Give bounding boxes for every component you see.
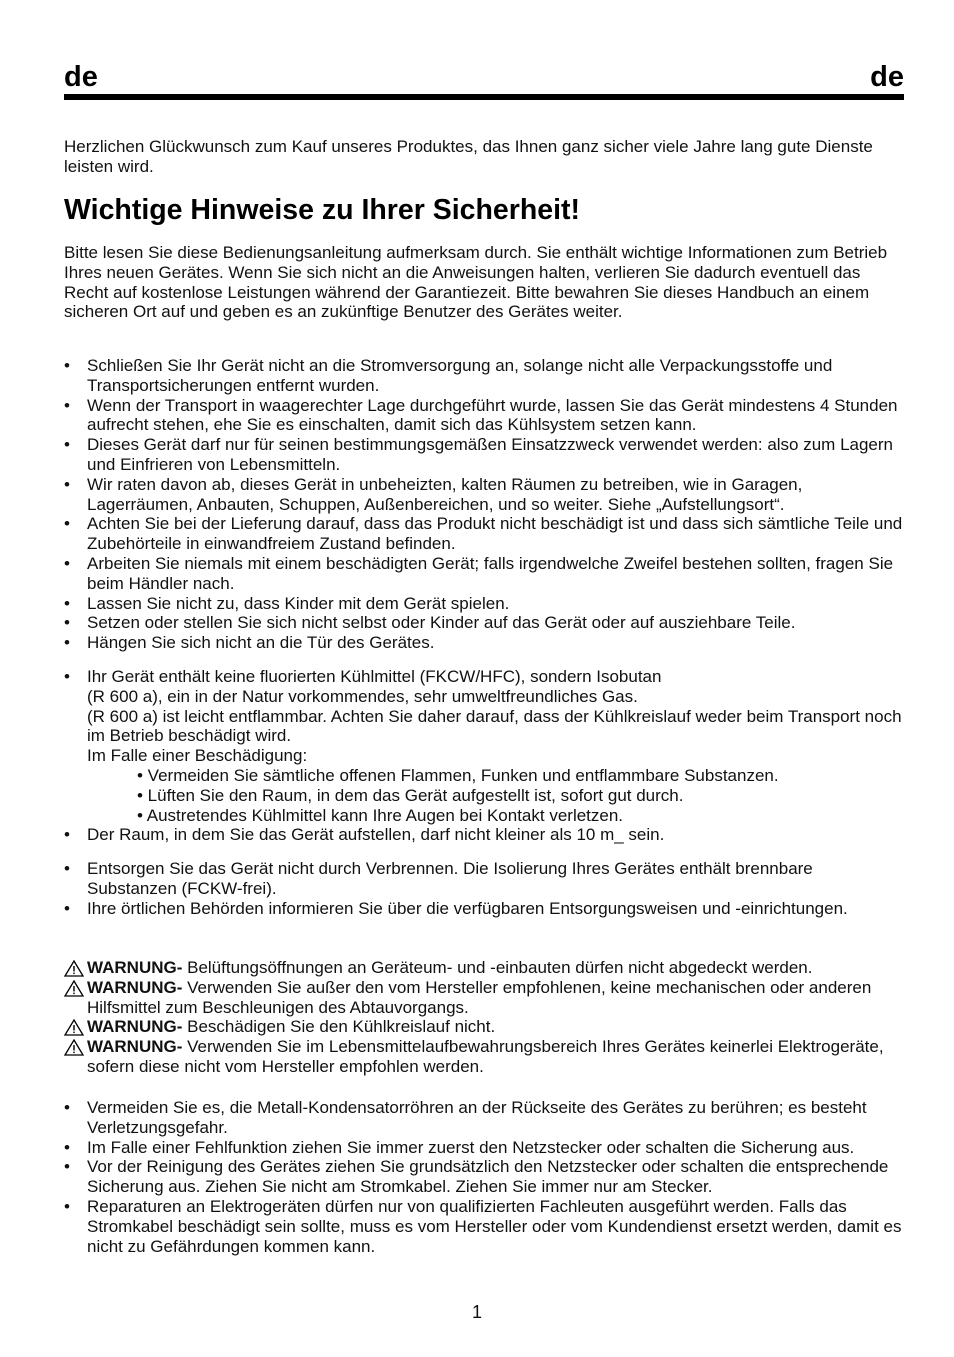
list-item: • Entsorgen Sie das Gerät nicht durch Verbrennen. Die Isolierung Ihres Gerätes enthält brennbare Substanzen (FCKW-frei). bbox=[64, 859, 813, 898]
lead-paragraph: Bitte lesen Sie diese Bedienungsanleitung aufmerksam durch. Sie enthält wichtige Informationen zum Betrieb Ihres neuen Gerätes. Wenn Sie sich nicht an die Anweisungen halten, verlieren Sie dadurch eventuell das Recht auf kostenlose Leistungen während der Garantiezeit. Bitte bewahren Sie dieses Handbuch an einem sicheren Ort auf und geben es an zukünftige Benutzer des Gerätes weiter. bbox=[64, 243, 888, 322]
list-item: • Reparaturen an Elektrogeräten dürfen nur von qualifizierten Fachleuten ausgeführt werden. Falls das Stromkabel beschädigt sein sollte, muss es vom Hersteller oder vom Kundendienst ersetzt werden, damit es nicht zu Gefährdungen kommen kann. bbox=[64, 1196, 902, 1256]
bullet-icon: • bbox=[64, 1098, 70, 1117]
bullet-icon: • bbox=[64, 667, 70, 686]
bullet-icon: • bbox=[64, 514, 70, 534]
bullet-icon: • bbox=[64, 395, 70, 415]
warning-triangle-icon bbox=[64, 960, 84, 977]
warning-triangle-icon bbox=[64, 1019, 84, 1036]
bullet-icon: • bbox=[64, 1137, 70, 1157]
safety-list-disposal bbox=[64, 859, 904, 918]
bullet-icon: • bbox=[64, 356, 70, 375]
bullet-icon: • bbox=[64, 613, 70, 633]
warning-item: WARNUNG- Verwenden Sie außer den vom Hersteller empfohlenen, keine mechanischen oder anderen Hilfsmittel zum Beschleunigen des Abtauvorgangs. bbox=[64, 978, 904, 1018]
sub-list-item: • Vermeiden Sie sämtliche offenen Flammen, Funken und entflammbare Substanzen. bbox=[137, 765, 779, 785]
warnings-block bbox=[64, 958, 904, 1077]
bullet-icon: • bbox=[64, 898, 70, 918]
sub-list-item: • Lüften Sie den Raum, in dem das Gerät aufgestellt ist, sofort gut durch. bbox=[137, 785, 684, 805]
sub-list-item: • Austretendes Kühlmittel kann Ihre Augen bei Kontakt verletzen. bbox=[137, 805, 624, 825]
list-item: • Arbeiten Sie niemals mit einem beschädigten Gerät; falls irgendwelche Zweifel bestehen sollten, fragen Sie beim Händler nach. bbox=[64, 553, 894, 593]
bullet-icon: • bbox=[64, 825, 70, 845]
sub-list bbox=[64, 766, 904, 825]
warning-item: WARNUNG- Belüftungsöffnungen an Geräteum- und -einbauten dürfen nicht abgedeckt werden. bbox=[64, 958, 904, 978]
list-item: • Achten Sie bei der Lieferung darauf, dass das Produkt nicht beschädigt ist und dass sich sämtliche Teile und Zubehörteile in einwandfreiem Zustand befinden. bbox=[64, 514, 903, 554]
list-item: • Der Raum, in dem Sie das Gerät aufstellen, darf nicht kleiner als 10 m_ sein. bbox=[64, 825, 665, 845]
list-item: • Wir raten davon ab, dieses Gerät in unbeheizten, kalten Räumen zu betreiben, wie in Garagen, Lagerräumen, Anbauten, Schuppen, Außenbereichen, und so weiter. Siehe „Aufstellungsort“. bbox=[64, 474, 803, 514]
bullet-icon: • bbox=[64, 1157, 70, 1177]
bullet-icon: • bbox=[64, 553, 70, 573]
list-item: • Hängen Sie sich nicht an die Tür des Gerätes. bbox=[64, 633, 435, 653]
bullet-icon: • bbox=[64, 593, 70, 613]
language-code-left: de bbox=[64, 61, 98, 93]
intro-paragraph: Herzlichen Glückwunsch zum Kauf unseres Produktes, das Ihnen ganz sicher viele Jahre lang gute Dienste leisten wird. bbox=[64, 137, 873, 176]
list-item: • Ihre örtlichen Behörden informieren Sie über die verfügbaren Entsorgungsweisen und -einrichtungen. bbox=[64, 898, 848, 918]
safety-list-maintenance bbox=[64, 1098, 904, 1256]
language-code-right: de bbox=[870, 61, 904, 93]
list-item: • Schließen Sie Ihr Gerät nicht an die Stromversorgung an, solange nicht alle Verpackungsstoffe und Transportsicherungen entfernt wurden. bbox=[64, 356, 833, 395]
bullet-icon: • bbox=[64, 1196, 70, 1216]
list-item: • Vor der Reinigung des Gerätes ziehen Sie grundsätzlich den Netzstecker oder schalten die entsprechende Sicherung aus. Ziehen Sie nicht am Stromkabel. Ziehen Sie immer nur am Stecker. bbox=[64, 1157, 889, 1197]
bullet-icon: • bbox=[64, 435, 70, 455]
list-item: • Lassen Sie nicht zu, dass Kinder mit dem Gerät spielen. bbox=[64, 593, 510, 613]
list-item: • Dieses Gerät darf nur für seinen bestimmungsgemäßen Einsatzzweck verwendet werden: also zum Lagern und Einfrieren von Lebensmitteln. bbox=[64, 435, 893, 474]
warning-item: WARNUNG- Beschädigen Sie den Kühlkreislauf nicht. bbox=[64, 1017, 904, 1037]
safety-list-refrigerant bbox=[64, 667, 904, 845]
bullet-icon: • bbox=[64, 633, 70, 653]
warning-triangle-icon bbox=[64, 1039, 84, 1056]
page-number: 1 bbox=[471, 1302, 482, 1322]
section-title: Wichtige Hinweise zu Ihrer Sicherheit! bbox=[64, 194, 581, 226]
list-item: • Ihr Gerät enthält keine fluorierten Kühlmittel (FKCW/HFC), sondern Isobutan (R 600 a), ein in der Natur vorkommendes, sehr umweltfreundliches Gas. (R 600 a) ist leicht entflammbar. Achten Sie daher darauf, dass der Kühlkreislauf weder beim Transport noch im Betrieb beschädigt wird. Im Falle einer Beschädigung: bbox=[64, 667, 902, 766]
list-item: • Im Falle einer Fehlfunktion ziehen Sie immer zuerst den Netzstecker oder schalten die Sicherung aus. bbox=[64, 1137, 855, 1157]
page-header bbox=[64, 60, 904, 100]
bullet-icon: • bbox=[64, 474, 70, 494]
list-item: • Wenn der Transport in waagerechter Lage durchgeführt wurde, lassen Sie das Gerät mindestens 4 Stunden aufrecht stehen, ehe Sie es einschalten, damit sich das Kühlsystem setzen kann. bbox=[64, 395, 898, 435]
warning-item: WARNUNG- Verwenden Sie im Lebensmittelaufbewahrungsbereich Ihres Gerätes keinerlei Elektrogeräte, sofern diese nicht vom Hersteller empfohlen werden. bbox=[64, 1037, 904, 1077]
bullet-icon: • bbox=[64, 859, 70, 878]
warning-triangle-icon bbox=[64, 980, 84, 997]
sub-list-container bbox=[64, 766, 904, 825]
list-item: • Setzen oder stellen Sie sich nicht selbst oder Kinder auf das Gerät oder auf ausziehbare Teile. bbox=[64, 613, 796, 633]
safety-list-1 bbox=[64, 356, 904, 653]
list-item: • Vermeiden Sie es, die Metall-Kondensatorröhren an der Rückseite des Gerätes zu berühren; es besteht Verletzungsgefahr. bbox=[64, 1098, 867, 1137]
